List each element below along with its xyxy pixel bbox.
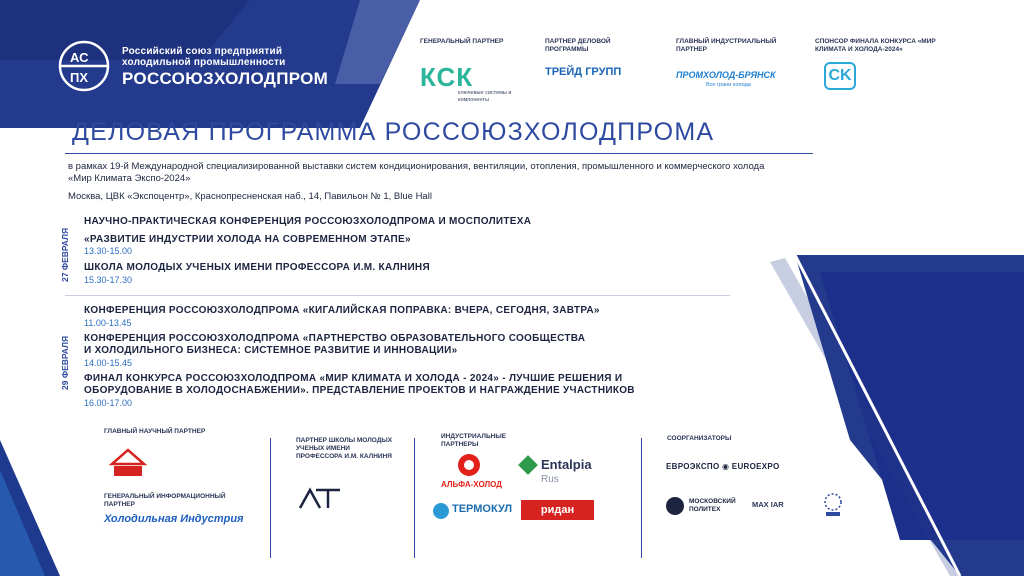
entalpia-logo: Entalpia: [541, 457, 592, 472]
page-title: ДЕЛОВАЯ ПРОГРАММА РОССОЮЗХОЛОДПРОМА: [72, 118, 715, 146]
intro-text: в рамках 19-й Международной специализированной выставки систем кондиционирования, вентиляции, отопления, промышленного и коммерческого холода «Мир Климата Экспо-2024»: [68, 161, 765, 184]
day-label-29-feb: 29 ФЕВРАЛЯ: [60, 335, 70, 390]
event-title: КОНФЕРЕНЦИЯ РОССОЮЗХОЛОДПРОМА «ПАРТНЕРСТВО ОБРАЗОВАТЕЛЬНОГО СООБЩЕСТВА: [84, 333, 586, 344]
scientific-partner-logo-icon: [108, 448, 148, 480]
trade-group-logo: ТРЕЙД ГРУПП: [545, 66, 622, 78]
footer-divider: [270, 438, 271, 558]
title-divider: [65, 153, 813, 154]
svg-text:АС: АС: [70, 50, 89, 65]
promholod-logo-sub: Все грани холода: [706, 82, 751, 88]
school-partner-label: ПАРТНЕР ШКОЛЫ МОЛОДЫХ УЧЕНЫХ ИМЕНИ ПРОФЕССОРА И.М. КАЛНИНЯ: [296, 437, 393, 460]
entalpia-logo-sub: Rus: [541, 474, 559, 485]
holod-industry-logo: Холодильная Индустрия: [104, 513, 244, 525]
event-title: ШКОЛА МОЛОДЫХ УЧЕНЫХ ИМЕНИ ПРОФЕССОРА И.М. КАЛНИНЯ: [84, 262, 430, 273]
event-title: КОНФЕРЕНЦИЯ РОССОЮЗХОЛОДПРОМА «КИГАЛИЙСКАЯ ПОПРАВКА: ВЧЕРА, СЕГОДНЯ, ЗАВТРА»: [84, 305, 600, 316]
event-time: 13.30-15.00: [84, 246, 133, 256]
event-time: 15.30-17.30: [84, 275, 133, 285]
event-time: 14.00-15.45: [84, 358, 133, 368]
event-title-line2: ОБОРУДОВАНИЕ В ХОЛОДОСНАБЖЕНИИ». ПРЕДСТАВЛЕНИЕ ПРОЕКТОВ И НАГРАЖДЕНИЕ УЧАСТНИКОВ: [84, 385, 635, 396]
alfa-holod-logo-icon: [458, 454, 480, 476]
svg-text:ПХ: ПХ: [70, 70, 89, 85]
termokul-logo: ТЕРМОКУЛ: [452, 503, 513, 515]
apik-logo-icon: [818, 492, 848, 518]
day-divider: [65, 295, 730, 296]
footer-divider: [641, 438, 642, 558]
event-title-line2: «РАЗВИТИЕ ИНДУСТРИИ ХОЛОДА НА СОВРЕМЕННОМ ЭТАПЕ»: [84, 234, 411, 245]
event-title-line2: И ХОЛОДИЛЬНОГО БИЗНЕСА: СИСТЕМНОЕ РАЗВИТИЕ И ИННОВАЦИИ»: [84, 345, 458, 356]
sponsor-label: СПОНСОР ФИНАЛА КОНКУРСА «МИР КЛИМАТА И ХОЛОДА-2024»: [815, 38, 936, 53]
event-time: 11.00-13.45: [84, 318, 132, 328]
event-title: ФИНАЛ КОНКУРСА РОССОЮЗХОЛОДПРОМА «МИР КЛИМАТА И ХОЛОДА - 2024» - ЛУЧШИЕ РЕШЕНИЯ И: [84, 373, 623, 384]
event-time: 16.00-17.00: [84, 398, 133, 408]
coorganizers-label: СООРГАНИЗАТОРЫ: [667, 435, 732, 442]
euroexpo-logo: ЕВРОЭКСПО ◉ EUROEXPO: [666, 462, 780, 471]
program-partner-label: ПАРТНЕР ДЕЛОВОЙ ПРОГРАММЫ: [545, 38, 611, 53]
ridan-logo: ридан: [521, 500, 594, 520]
industrial-partners-label: ИНДУСТРИАЛЬНЫЕ ПАРТНЕРЫ: [441, 433, 507, 448]
venue-address: Москва, ЦВК «Экспоцентр», Краснопресненская наб., 14, Павильон № 1, Blue Hall: [68, 191, 432, 202]
mospolytech-logo-icon: [666, 497, 684, 515]
event-title: НАУЧНО-ПРАКТИЧЕСКАЯ КОНФЕРЕНЦИЯ РОССОЮЗХОЛОДПРОМА И МОСПОЛИТЕХА: [84, 216, 532, 227]
ksk-logo: КСК: [420, 62, 474, 92]
general-partner-label: ГЕНЕРАЛЬНЫЙ ПАРТНЕР: [420, 38, 504, 45]
ksk-logo-sub: ключевые системы и компоненты: [458, 90, 512, 103]
scientific-partner-label: ГЛАВНЫЙ НАУЧНЫЙ ПАРТНЕР: [104, 428, 206, 435]
mospolytech-logo: МОСКОВСКИЙ ПОЛИТЕХ: [689, 498, 736, 513]
school-partner-logo-icon: [296, 486, 344, 512]
asph-logo-icon: [58, 40, 110, 92]
industrial-partner-label: ГЛАВНЫЙ ИНДУСТРИАЛЬНЫЙ ПАРТНЕР: [676, 38, 777, 53]
maxiar-logo: MAX IAR: [752, 500, 784, 509]
promholod-logo: ПРОМХОЛОД-БРЯНСК: [676, 70, 776, 80]
day-label-27-feb: 27 ФЕВРАЛЯ: [60, 227, 70, 282]
termokul-logo-icon: [433, 503, 449, 519]
ck-logo: CK: [824, 62, 856, 90]
footer-divider: [414, 438, 415, 558]
org-name-small: Российский союз предприятий холодильной промышленности: [122, 46, 286, 68]
info-partner-label: ГЕНЕРАЛЬНЫЙ ИНФОРМАЦИОННЫЙ ПАРТНЕР: [104, 493, 226, 508]
alfa-holod-logo: АЛЬФА-ХОЛОД: [441, 480, 502, 489]
org-name: РОССОЮЗХОЛОДПРОМ: [122, 69, 329, 88]
